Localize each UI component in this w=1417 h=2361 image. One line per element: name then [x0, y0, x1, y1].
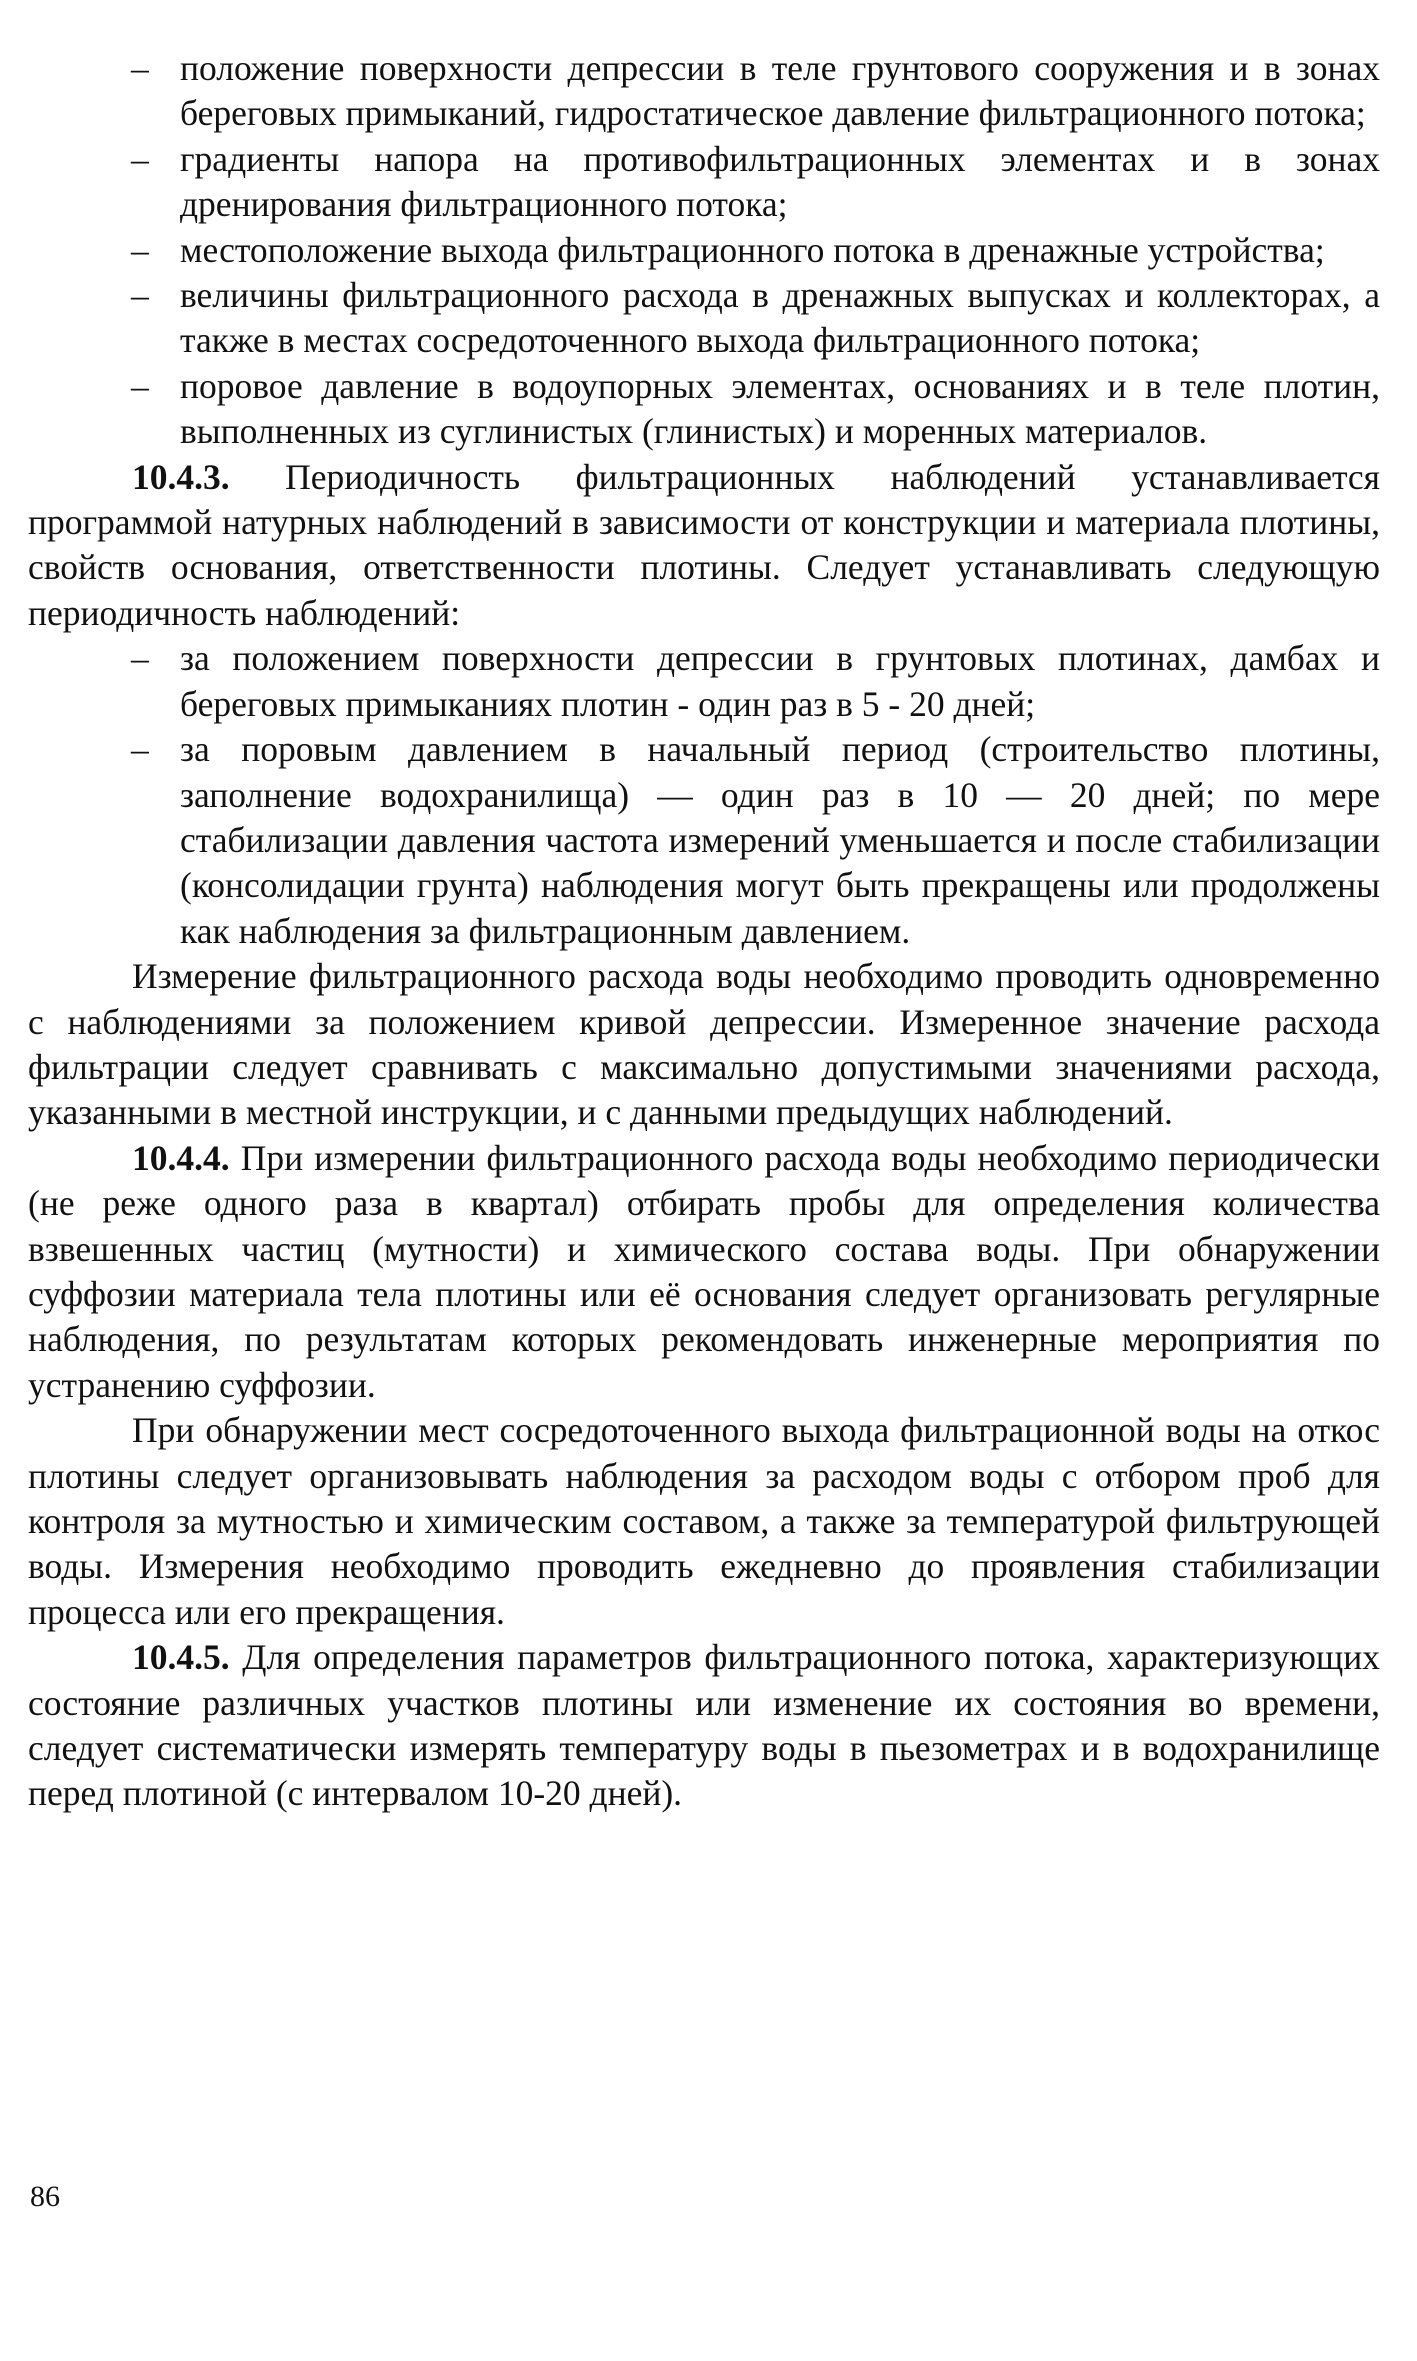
list-dash: –: [131, 48, 149, 88]
list-dash: –: [131, 729, 149, 770]
list-item: [28, 137, 1380, 228]
observation-parameters-list: [28, 46, 1380, 455]
section-text: Периодичность фильтрационных наблюдений устанавливается программой натурных наблюдений в зависимости от конструкции и материала плотины, свойств основания, ответственности плотины. Следует устанавливать следующую периодичность наблюдений:: [28, 456, 1380, 633]
list-item: [28, 273, 1380, 364]
section-text: При измерении фильтрационного расхода воды необходимо периодически (не реже одного раза в квартал) отбирать пробы для определения количества взвешенных частиц (мутности) и химического состава воды. При обнаружении суффозии материала тела плотины или её основания следует организовать регулярные наблюдения, по результатам которых рекомендовать инженерные мероприятия по устранению суффозии.: [28, 1137, 1380, 1405]
list-dash: –: [131, 365, 149, 406]
list-dash: –: [131, 275, 149, 316]
body-paragraph: Измерение фильтрационного расхода воды необходимо проводить одновременно с наблюдениями за положением кривой депрессии. Измеренное значение расхода фильтрации следует сравнивать с максимально допустимыми значениями расхода, указанными в местной инструкции, и с данными предыдущих наблюдений.: [28, 956, 1380, 1133]
list-item: [28, 228, 1380, 273]
list-item-text: местоположение выхода фильтрационного потока в дренажные устройства;: [180, 229, 1325, 270]
section-number: 10.4.5.: [132, 1637, 230, 1678]
list-item-text: градиенты напора на противофильтрационных элементах и в зонах дренирования фильтрационного потока;: [180, 138, 1380, 225]
list-item-text: положение поверхности депрессии в теле грунтового сооружения и в зонах береговых примыканий, гидростатическое давление фильтрационного потока;: [180, 48, 1380, 134]
section-number: 10.4.4.: [132, 1137, 230, 1178]
page-number: 86: [30, 2180, 60, 2213]
list-item-text: величины фильтрационного расхода в дренажных выпусках и коллекторах, а также в местах сосредоточенного выхода фильтрационного потока;: [180, 275, 1380, 361]
list-item: [28, 364, 1380, 455]
list-dash: –: [131, 638, 149, 679]
periodicity-list: [28, 636, 1380, 954]
section-10-4-3-paragraph: [28, 455, 1380, 637]
section-number: 10.4.3.: [132, 456, 230, 497]
list-item: [28, 636, 1380, 727]
body-paragraph: При обнаружении мест сосредоточенного выхода фильтрационной воды на откос плотины следует организовывать наблюдения за расходом воды с отбором проб для контроля за мутностью и химическим составом, а также за температурой фильтрующей воды. Измерения необходимо проводить ежедневно до проявления стабилизации процесса или его прекращения.: [28, 1410, 1380, 1632]
section-text: Для определения параметров фильтрационного потока, характеризующих состояние различных участков плотины или изменение их состояния во времени, следует систематически измерять температуру воды в пьезометрах и в водохранилище перед плотиной (с интервалом 10-20 дней).: [28, 1637, 1380, 1814]
list-item: [28, 727, 1380, 954]
section-10-4-4-paragraph: [28, 1136, 1380, 1408]
list-item-text: за поровым давлением в начальный период (строительство плотины, заполнение водохранилища) — один раз в 10 — 20 дней; по мере стабилизации давления частота измерений уменьшается и после стабилизации (консолидации грунта) наблюдения могут быть прекращены или продолжены как наблюдения за фильтрационным давлением.: [180, 729, 1380, 951]
list-dash: –: [131, 138, 149, 179]
list-item: [28, 46, 1380, 137]
section-10-4-5-paragraph: [28, 1635, 1380, 1817]
list-item-text: поровое давление в водоупорных элементах, основаниях и в теле плотин, выполненных из суглинистых (глинистых) и моренных материалов.: [180, 365, 1380, 452]
list-item-text: за положением поверхности депрессии в грунтовых плотинах, дамбах и береговых примыканиях плотин - один раз в 5 - 20 дней;: [180, 638, 1380, 724]
list-dash: –: [131, 229, 149, 270]
document-page: [28, 46, 1380, 1817]
